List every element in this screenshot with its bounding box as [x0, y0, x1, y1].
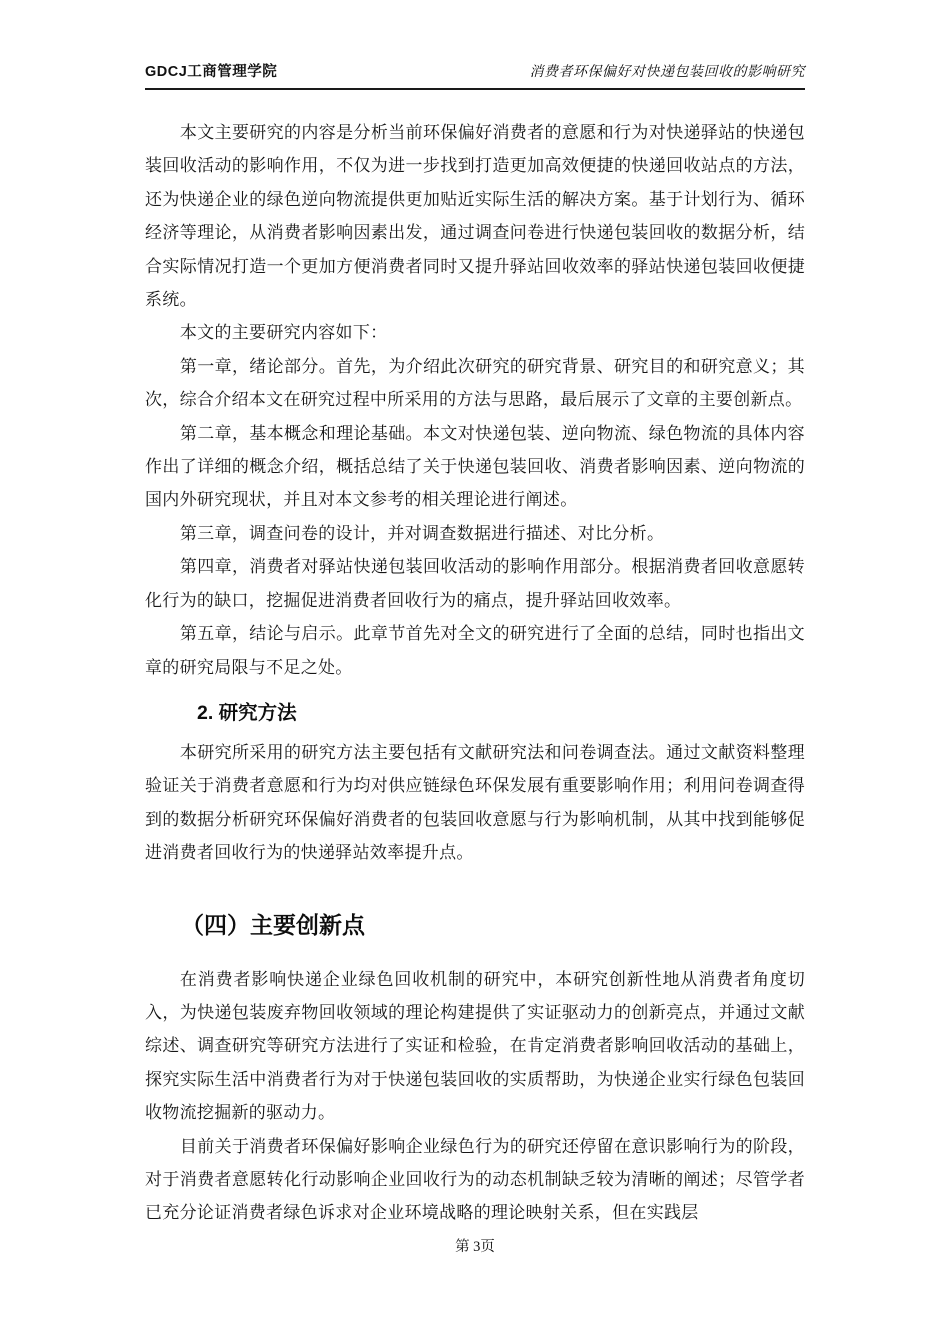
paragraph-chapter-1: 第一章，绪论部分。首先，为介绍此次研究的研究背景、研究目的和研究意义；其次，综合介绍本文在研究过程中所采用的方法与思路，最后展示了文章的主要创新点。: [145, 356, 805, 410]
paragraph-contents-lead: 本文的主要研究内容如下：: [179, 323, 388, 343]
header-thesis-title: 消费者环保偏好对快递包装回收的影响研究: [529, 65, 805, 80]
paragraph-innovation-2: 目前关于消费者环保偏好影响企业绿色行为的研究还停留在意识影响行为的阶段，对于消费者意愿转化行动影响企业回收行为的动态机制缺乏较为清晰的阐述；尽管学者已充分论证消费者绿色诉求对企业环境战略的理论映射关系，但在实践层: [145, 1136, 805, 1223]
paragraph-chapter-4: 第四章，消费者对驿站快递包装回收活动的影响作用部分。根据消费者回收意愿转化行为的缺口，挖掘促进消费者回收行为的痛点，提升驿站回收效率。: [145, 557, 805, 610]
page-footer: [0, 1235, 950, 1256]
page-number: 第 3页: [455, 1239, 495, 1255]
page-header: [145, 60, 805, 90]
heading-research-method: 2. 研究方法: [197, 701, 297, 724]
paragraph-research-overview: 本文主要研究的内容是分析当前环保偏好消费者的意愿和行为对快递驿站的快递包装回收活动的影响作用，不仅为进一步找到打造更加高效便捷的快递回收站点的方法，还为快递企业的绿色逆向物流提供更加贴近实际生活的解决方案。基于计划行为、循环经济等理论，从消费者影响因素出发，通过调查问卷进行快递包装回收的数据分析，结合实际情况打造一个更加方便消费者同时又提升驿站回收效率的驿站快递包装回收便捷系统。: [145, 123, 805, 310]
paragraph-chapter-2: 第二章，基本概念和理论基础。本文对快递包装、逆向物流、绿色物流的具体内容作出了详细的概念介绍，概括总结了关于快递包装回收、消费者影响因素、逆向物流的国内外研究现状，并且对本文参考的相关理论进行阐述。: [145, 423, 805, 510]
paragraph-research-method: 本研究所采用的研究方法主要包括有文献研究法和问卷调查法。通过文献资料整理验证关于消费者意愿和行为均对供应链绿色环保发展有重要影响作用；利用问卷调查得到的数据分析研究环保偏好消费者的包装回收意愿与行为影响机制，从其中找到能够促进消费者回收行为的快递驿站效率提升点。: [145, 742, 805, 863]
paragraph-innovation-1: 在消费者影响快递企业绿色回收机制的研究中，本研究创新性地从消费者角度切入，为快递包装废弃物回收领域的理论构建提供了实证驱动力的创新亮点，并通过文献综述、调查研究等研究方法进行了实证和检验，在肯定消费者影响回收活动的基础上，探究实际生活中消费者行为对于快递包装回收的实质帮助，为快递企业实行绿色包装回收物流挖掘新的驱动力。: [145, 969, 805, 1123]
heading-main-innovation: （四）主要创新点: [181, 911, 365, 938]
paragraph-chapter-3: 第三章，调查问卷的设计，并对调查数据进行描述、对比分析。: [179, 523, 665, 543]
page-body: [145, 116, 805, 1230]
paragraph-chapter-5: 第五章，结论与启示。此章节首先对全文的研究进行了全面的总结，同时也指出文章的研究局限与不足之处。: [145, 624, 805, 677]
header-school-name: GDCJ工商管理学院: [145, 64, 278, 80]
